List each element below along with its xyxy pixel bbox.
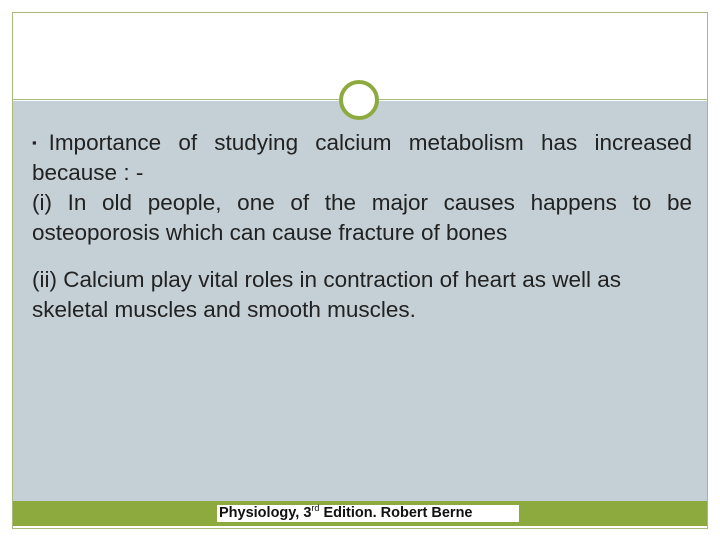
reference-prefix: Physiology, 3 xyxy=(219,505,312,521)
point-1-text: (i) In old people, one of the major causes happens to be osteoporosis which can cause fracture of bones xyxy=(32,190,692,245)
slide-content xyxy=(32,128,692,325)
reference-superscript: rd xyxy=(311,503,320,514)
reference-suffix: Edition. Robert Berne xyxy=(319,505,473,521)
paragraph-intro xyxy=(32,128,692,248)
footer-reference xyxy=(217,505,519,522)
circle-ornament-icon xyxy=(339,80,379,120)
bullet-icon: ▪ xyxy=(32,135,48,150)
paragraph-point-2 xyxy=(32,265,692,325)
point-2-text: (ii) Calcium play vital roles in contraction of heart as well as skeletal muscles and smooth muscles. xyxy=(32,267,621,322)
intro-text: Importance of studying calcium metabolism has increased because : - xyxy=(32,130,692,185)
